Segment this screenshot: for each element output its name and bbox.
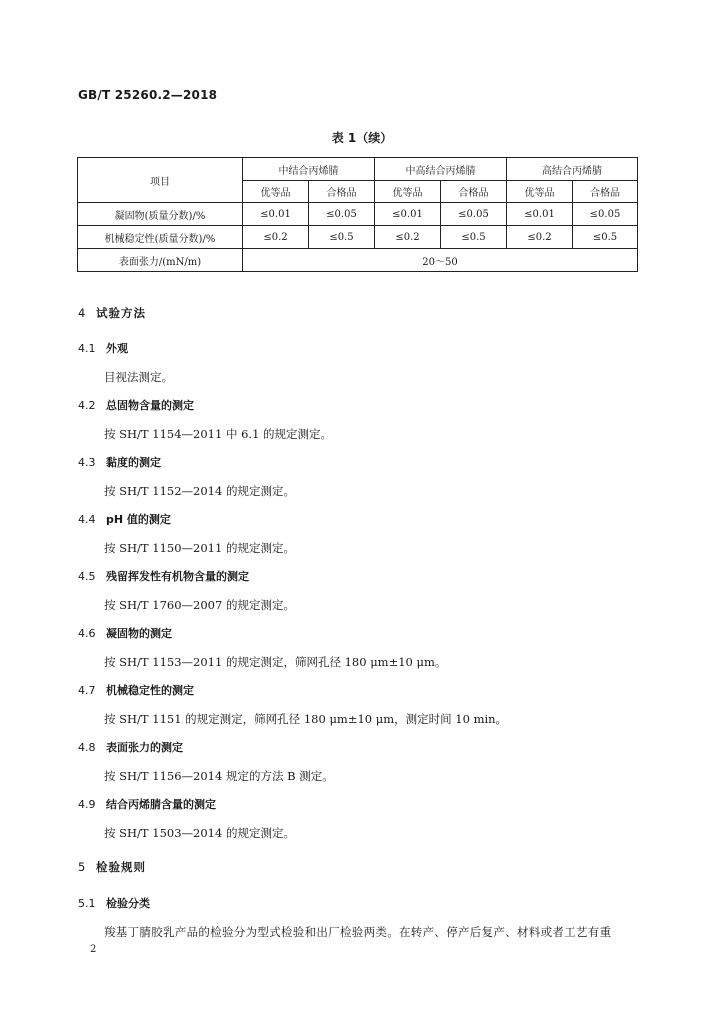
table-row [78,203,638,226]
standard-id: GB/T 25260.2—2018 [78,88,218,102]
subsection-heading: 4.4 pH 值的测定 [78,513,171,526]
table-cell: ≤0.05 [441,203,507,226]
table-header-row [78,158,638,181]
table-cell: ≤0.2 [507,226,573,249]
table-cell: ≤0.01 [243,203,309,226]
row-label: 机械稳定性(质量分数)/% [78,226,243,249]
table-cell: ≤0.2 [243,226,309,249]
table-cell: ≤0.5 [573,226,638,249]
subsection-heading: 4.7 机械稳定性的测定 [78,684,194,697]
paragraph: 按 SH/T 1151 的规定测定，筛网孔径 180 μm±10 μm，测定时间 10 min。 [104,712,508,726]
table-cell: ≤0.2 [375,226,441,249]
table-cell: ≤0.05 [573,203,638,226]
grade-header: 优等品 [375,181,441,203]
row-label: 凝固物(质量分数)/% [78,203,243,226]
table-cell: 20～50 [243,249,638,272]
subsection-heading: 4.5 残留挥发性有机物含量的测定 [78,570,249,583]
paragraph: 按 SH/T 1760—2007 的规定测定。 [104,598,295,612]
group-header: 中结合丙烯腈 [243,158,375,181]
subsection-heading: 4.9 结合丙烯腈含量的测定 [78,798,216,811]
paragraph: 目视法测定。 [104,370,173,384]
spec-table [77,157,638,272]
grade-header: 合格品 [309,181,375,203]
section-heading: 4 试验方法 [78,306,146,320]
group-header: 中高结合丙烯腈 [375,158,507,181]
subsection-heading: 4.2 总固物含量的测定 [78,399,194,412]
item-header: 项目 [78,158,243,203]
subsection-heading: 4.1 外观 [78,342,128,355]
table-caption: 表 1（续） [331,131,393,145]
table-row [78,249,638,272]
paragraph: 按 SH/T 1154—2011 中 6.1 的规定测定。 [104,427,333,441]
table-cell: ≤0.01 [507,203,573,226]
paragraph: 按 SH/T 1150—2011 的规定测定。 [104,541,295,555]
section-heading: 5 检验规则 [78,860,146,874]
paragraph: 按 SH/T 1153—2011 的规定测定，筛网孔径 180 μm±10 μm。 [104,655,447,669]
grade-header: 合格品 [573,181,638,203]
group-header: 高结合丙烯腈 [507,158,638,181]
paragraph: 按 SH/T 1156—2014 规定的方法 B 测定。 [104,769,334,783]
subsection-heading: 5.1 检验分类 [78,897,150,910]
table-cell: ≤0.5 [309,226,375,249]
table-cell: ≤0.05 [309,203,375,226]
table-cell: ≤0.01 [375,203,441,226]
subsection-heading: 4.8 表面张力的测定 [78,741,183,754]
page-number: 2 [90,944,97,955]
subsection-heading: 4.3 黏度的测定 [78,456,161,469]
paragraph: 按 SH/T 1503—2014 的规定测定。 [104,826,295,840]
subsection-heading: 4.6 凝固物的测定 [78,627,172,640]
grade-header: 合格品 [441,181,507,203]
paragraph: 按 SH/T 1152—2014 的规定测定。 [104,484,295,498]
table-cell: ≤0.5 [441,226,507,249]
paragraph: 羧基丁腈胶乳产品的检验分为型式检验和出厂检验两类。在转产、停产后复产、材料或者工艺有重 [104,925,612,939]
grade-header: 优等品 [507,181,573,203]
grade-header: 优等品 [243,181,309,203]
table-row [78,226,638,249]
row-label: 表面张力/(mN/m) [78,249,243,272]
